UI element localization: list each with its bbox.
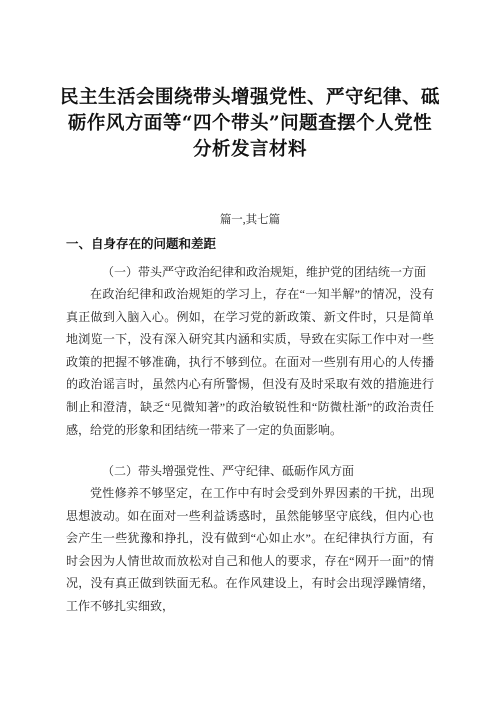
title-line-1: 民主生活会围绕带头增强党性、严守纪律、砥	[60, 87, 441, 108]
body-paragraph-2: 党性修养不够坚定，在工作中有时会受到外界因素的干扰，出现思想波动。如在面对一些利益诱惑时，虽然能够坚守底线，但内心也会产生一些犹豫和挣扎，没有做到“心如止水”。在纪律执行方面，有时会因为人情世故而放松对自己和他人的要求，存在“网开一面”的情况，没有真正做到铁面无私。在作风建设上，有时会出现浮躁情绪，工作不够扎实细致，	[66, 486, 434, 613]
title-line-3: 分析发言材料	[192, 139, 307, 160]
document-subtitle: 篇一,其七篇	[219, 214, 281, 226]
document-title	[60, 85, 440, 163]
subsection-heading-1: （一）带头严守政治纪律和政治规矩，维护党的团结统一方面	[102, 265, 427, 279]
title-line-2: 砺作风方面等“四个带头”问题查摆个人党性	[67, 113, 433, 134]
body-paragraph-1: 在政治纪律和政治规矩的学习上，存在“一知半解”的情况，没有真正做到入脑入心。例如，在学习党的新政策、新文件时，只是简单地浏览一下，没有深入研究其内涵和实质，导致在实际工作中对一些政策的把握不够准确，执行不够到位。在面对一些别有用心的人传播的政治谣言时，虽然内心有所警惕，但没有及时采取有效的措施进行制止和澄清，缺乏“见微知著”的政治敏锐性和“防微杜渐”的政治责任感，给党的形象和团结统一带来了一定的负面影响。	[66, 287, 434, 437]
subsection-heading-2: （二）带头增强党性、严守纪律、砥砺作风方面	[102, 464, 355, 478]
section-heading: 一、自身存在的问题和差距	[66, 237, 217, 251]
